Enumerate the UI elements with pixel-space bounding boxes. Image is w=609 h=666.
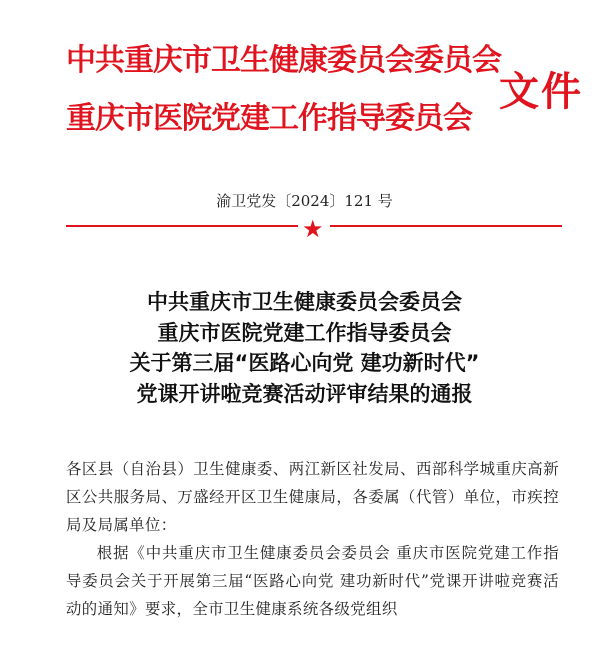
title-line: 关于第三届“医路心向党 建功新时代” xyxy=(129,351,480,375)
document-number: 渝卫党发〔2024〕121 号 xyxy=(216,192,393,210)
title-line: 重庆市医院党建工作指导委员会 xyxy=(157,320,452,345)
title-line: 党课开讲啦竞赛活动评审结果的通报 xyxy=(136,381,473,406)
document-title xyxy=(0,287,609,409)
divider-right xyxy=(330,225,562,227)
document-suffix: 文件 xyxy=(499,69,583,115)
issuing-org-line-1: 中共重庆市卫生健康委员会委员会 xyxy=(66,43,501,78)
document-body xyxy=(66,455,559,623)
title-line: 中共重庆市卫生健康委员会委员会 xyxy=(147,290,462,314)
body-paragraph: 根据《中共重庆市卫生健康委员会委员会 重庆市医院党建工作指导委员会关于开展第三届“医路心向党 建功新时代”党课开讲啦竞赛活动的通知》要求，全市卫生健康系统各级党组织 xyxy=(66,544,559,618)
recipients-paragraph: 各区县（自治县）卫生健康委、两江新区社发局、西部科学城重庆高新区公共服务局、万盛经开区卫生健康局，各委属（代管）单位，市疾控局及局属单位： xyxy=(66,460,559,534)
star-icon: ★ xyxy=(302,215,324,243)
issuing-org-line-2: 重庆市医院党建工作指导委员会 xyxy=(66,101,472,136)
divider-left xyxy=(66,225,298,227)
